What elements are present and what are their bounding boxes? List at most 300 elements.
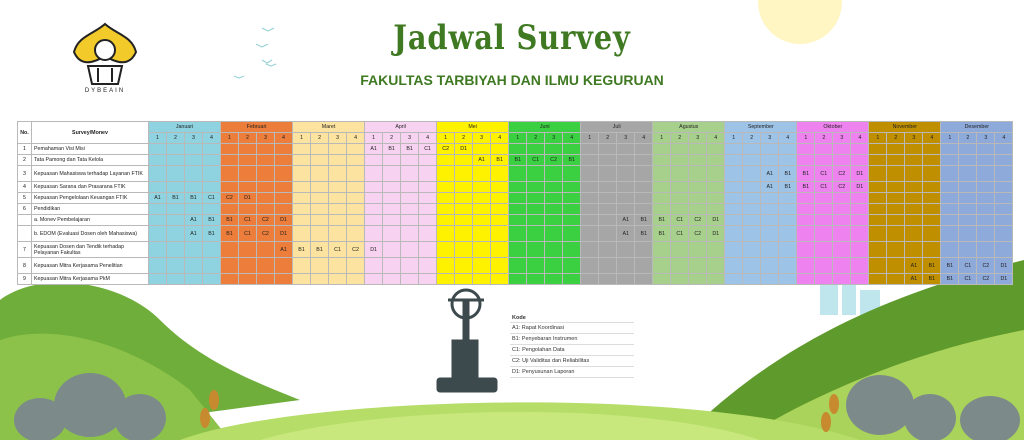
schedule-cell: [761, 215, 779, 226]
schedule-cell: C1: [329, 242, 347, 258]
schedule-cell: A1: [365, 144, 383, 155]
schedule-cell: [509, 215, 527, 226]
week-header: 2: [311, 133, 329, 144]
schedule-cell: [473, 204, 491, 215]
schedule-cell: [365, 155, 383, 166]
schedule-cell: [869, 166, 887, 182]
schedule-cell: [257, 274, 275, 285]
schedule-cell: [779, 215, 797, 226]
schedule-cell: [401, 166, 419, 182]
schedule-cell: [833, 215, 851, 226]
schedule-cell: [977, 226, 995, 242]
schedule-cell: D1: [275, 215, 293, 226]
week-header: 3: [833, 133, 851, 144]
schedule-cell: [923, 166, 941, 182]
week-header: 2: [743, 133, 761, 144]
schedule-cell: [167, 166, 185, 182]
row-label: b. EDOM (Evaluasi Dosen oleh Mahasiswa): [32, 226, 149, 242]
schedule-cell: [707, 182, 725, 193]
schedule-cell: [941, 242, 959, 258]
schedule-cell: [239, 182, 257, 193]
schedule-cell: [581, 155, 599, 166]
schedule-cell: [545, 226, 563, 242]
schedule-cell: [743, 204, 761, 215]
schedule-cell: B1: [653, 226, 671, 242]
schedule-cell: [455, 193, 473, 204]
schedule-cell: [293, 204, 311, 215]
month-header: April: [365, 122, 437, 133]
schedule-cell: [491, 144, 509, 155]
schedule-cell: [275, 193, 293, 204]
schedule-cell: [689, 193, 707, 204]
schedule-cell: [185, 204, 203, 215]
schedule-cell: [815, 226, 833, 242]
schedule-cell: [419, 242, 437, 258]
schedule-cell: [779, 274, 797, 285]
schedule-cell: [383, 258, 401, 274]
schedule-cell: [833, 274, 851, 285]
schedule-cell: [851, 215, 869, 226]
schedule-cell: [725, 242, 743, 258]
schedule-cell: [437, 274, 455, 285]
schedule-cell: [311, 226, 329, 242]
schedule-cell: [491, 226, 509, 242]
week-header: 2: [959, 133, 977, 144]
schedule-cell: [437, 215, 455, 226]
schedule-cell: [905, 182, 923, 193]
schedule-cell: [419, 155, 437, 166]
schedule-cell: B1: [941, 258, 959, 274]
schedule-cell: C2: [977, 258, 995, 274]
schedule-cell: [671, 155, 689, 166]
schedule-cell: [527, 204, 545, 215]
schedule-cell: [401, 155, 419, 166]
schedule-cell: [977, 155, 995, 166]
schedule-cell: [815, 215, 833, 226]
schedule-cell: C2: [545, 155, 563, 166]
schedule-cell: [869, 215, 887, 226]
schedule-cell: [761, 258, 779, 274]
row-label: Kepuasan Dosen dan Tendik terhadap Pelayanan Fakultas: [32, 242, 149, 258]
schedule-cell: [725, 182, 743, 193]
schedule-cell: C2: [689, 215, 707, 226]
schedule-cell: [419, 204, 437, 215]
schedule-cell: [887, 182, 905, 193]
schedule-cell: [383, 204, 401, 215]
week-header: 2: [167, 133, 185, 144]
page-title: Jadwal Survey: [393, 18, 631, 58]
schedule-cell: [743, 155, 761, 166]
schedule-cell: A1: [761, 182, 779, 193]
schedule-cell: [941, 182, 959, 193]
schedule-cell: B1: [563, 155, 581, 166]
schedule-cell: [599, 274, 617, 285]
schedule-cell: D1: [455, 144, 473, 155]
legend-item: C2: Uji Validitas dan Reliabilitas: [510, 356, 634, 367]
schedule-cell: [455, 204, 473, 215]
row-number: 7: [18, 242, 32, 258]
schedule-cell: [167, 204, 185, 215]
week-header: 3: [977, 133, 995, 144]
schedule-cell: [743, 182, 761, 193]
schedule-cell: [203, 144, 221, 155]
schedule-cell: A1: [905, 258, 923, 274]
schedule-cell: [311, 166, 329, 182]
schedule-cell: [725, 204, 743, 215]
schedule-cell: [869, 182, 887, 193]
month-header: November: [869, 122, 941, 133]
schedule-cell: [941, 166, 959, 182]
schedule-cell: [923, 226, 941, 242]
month-header: Oktober: [797, 122, 869, 133]
schedule-cell: [599, 166, 617, 182]
week-header: 4: [275, 133, 293, 144]
schedule-cell: B1: [941, 274, 959, 285]
schedule-cell: [221, 182, 239, 193]
schedule-cell: [905, 226, 923, 242]
schedule-cell: [761, 155, 779, 166]
schedule-cell: [293, 182, 311, 193]
schedule-cell: [221, 166, 239, 182]
schedule-cell: [581, 144, 599, 155]
schedule-cell: [257, 182, 275, 193]
schedule-cell: [545, 193, 563, 204]
schedule-cell: [959, 155, 977, 166]
schedule-cell: C2: [437, 144, 455, 155]
schedule-cell: [599, 226, 617, 242]
schedule-cell: [437, 166, 455, 182]
schedule-cell: [563, 204, 581, 215]
schedule-cell: [365, 204, 383, 215]
schedule-cell: B1: [203, 226, 221, 242]
row-label: Tata Pamong dan Tata Kelola: [32, 155, 149, 166]
schedule-cell: [599, 215, 617, 226]
schedule-cell: [221, 155, 239, 166]
schedule-cell: [869, 144, 887, 155]
schedule-cell: [491, 242, 509, 258]
table-row: [18, 155, 1013, 166]
schedule-cell: [383, 215, 401, 226]
schedule-cell: [797, 242, 815, 258]
schedule-cell: [401, 182, 419, 193]
monument-statue: [437, 290, 497, 392]
schedule-cell: [581, 242, 599, 258]
schedule-cell: [203, 204, 221, 215]
row-label: Kepuasan Pengelolaan Keuangan FTIK: [32, 193, 149, 204]
schedule-cell: [365, 182, 383, 193]
schedule-cell: [527, 226, 545, 242]
schedule-cell: [725, 226, 743, 242]
schedule-cell: [185, 166, 203, 182]
schedule-cell: [419, 274, 437, 285]
schedule-cell: [221, 258, 239, 274]
schedule-cell: [491, 274, 509, 285]
schedule-cell: [203, 242, 221, 258]
week-header: 4: [779, 133, 797, 144]
schedule-cell: D1: [365, 242, 383, 258]
schedule-cell: [437, 155, 455, 166]
schedule-cell: [761, 204, 779, 215]
schedule-cell: [347, 226, 365, 242]
schedule-cell: [239, 258, 257, 274]
survey-schedule-table: [17, 121, 1013, 285]
schedule-cell: [959, 226, 977, 242]
schedule-cell: [383, 242, 401, 258]
legend-item: B1: Penyebaran Instrumen: [510, 334, 634, 345]
schedule-cell: [347, 144, 365, 155]
table-row: [18, 258, 1013, 274]
schedule-cell: [329, 215, 347, 226]
schedule-cell: [581, 258, 599, 274]
schedule-cell: [869, 193, 887, 204]
schedule-cell: A1: [905, 274, 923, 285]
schedule-cell: C2: [833, 182, 851, 193]
week-header: 4: [563, 133, 581, 144]
schedule-cell: [527, 182, 545, 193]
schedule-cell: [581, 182, 599, 193]
schedule-cell: [221, 274, 239, 285]
schedule-cell: [455, 242, 473, 258]
schedule-cell: [293, 258, 311, 274]
legend-item: D1: Penyusunan Laporan: [510, 367, 634, 378]
schedule-cell: [437, 226, 455, 242]
row-label: Kepuasan Mitra Kerjasama PkM: [32, 274, 149, 285]
schedule-cell: [743, 274, 761, 285]
schedule-cell: [149, 166, 167, 182]
schedule-cell: [509, 226, 527, 242]
schedule-cell: [491, 182, 509, 193]
table-row: [18, 242, 1013, 258]
table-row: [18, 215, 1013, 226]
schedule-cell: [311, 215, 329, 226]
schedule-cell: [887, 215, 905, 226]
schedule-cell: [833, 144, 851, 155]
schedule-cell: [923, 215, 941, 226]
row-label: Kepuasan Mahasiswa terhadap Layanan FTIK: [32, 166, 149, 182]
schedule-cell: [167, 274, 185, 285]
schedule-cell: [257, 144, 275, 155]
schedule-cell: [563, 144, 581, 155]
schedule-cell: C1: [671, 226, 689, 242]
schedule-cell: [401, 215, 419, 226]
schedule-cell: [563, 226, 581, 242]
schedule-cell: [347, 155, 365, 166]
schedule-cell: [887, 242, 905, 258]
schedule-cell: [203, 166, 221, 182]
schedule-cell: [401, 226, 419, 242]
table-row: [18, 193, 1013, 204]
schedule-cell: [707, 166, 725, 182]
schedule-cell: [275, 258, 293, 274]
schedule-cell: [527, 215, 545, 226]
page-subtitle: FAKULTAS TARBIYAH DAN ILMU KEGURUAN: [360, 72, 664, 88]
schedule-cell: [833, 193, 851, 204]
schedule-cell: [599, 242, 617, 258]
month-header: Juni: [509, 122, 581, 133]
schedule-cell: B1: [797, 182, 815, 193]
schedule-cell: [779, 155, 797, 166]
schedule-cell: [905, 144, 923, 155]
month-header: Januari: [149, 122, 221, 133]
week-header: 4: [851, 133, 869, 144]
row-number: 8: [18, 258, 32, 274]
schedule-cell: [581, 215, 599, 226]
schedule-cell: [707, 193, 725, 204]
schedule-cell: [599, 155, 617, 166]
schedule-cell: [365, 226, 383, 242]
schedule-cell: D1: [851, 182, 869, 193]
schedule-cell: [401, 204, 419, 215]
schedule-cell: [383, 193, 401, 204]
schedule-cell: [797, 274, 815, 285]
schedule-cell: [995, 226, 1013, 242]
schedule-cell: [275, 155, 293, 166]
schedule-cell: [797, 215, 815, 226]
schedule-cell: [653, 204, 671, 215]
schedule-cell: [617, 274, 635, 285]
schedule-cell: [617, 166, 635, 182]
schedule-cell: C2: [257, 226, 275, 242]
month-header: Agustus: [653, 122, 725, 133]
schedule-cell: [275, 166, 293, 182]
schedule-cell: [653, 274, 671, 285]
schedule-cell: [977, 182, 995, 193]
schedule-cell: [833, 258, 851, 274]
schedule-cell: A1: [617, 215, 635, 226]
schedule-cell: [329, 155, 347, 166]
schedule-cell: B1: [779, 166, 797, 182]
schedule-cell: [545, 258, 563, 274]
schedule-cell: B1: [221, 215, 239, 226]
schedule-cell: [815, 274, 833, 285]
week-header: 1: [653, 133, 671, 144]
schedule-cell: B1: [923, 274, 941, 285]
week-header: 2: [383, 133, 401, 144]
schedule-cell: [527, 242, 545, 258]
schedule-cell: [221, 242, 239, 258]
schedule-cell: [707, 258, 725, 274]
schedule-cell: C2: [221, 193, 239, 204]
schedule-cell: [581, 204, 599, 215]
schedule-cell: A1: [185, 226, 203, 242]
schedule-cell: [419, 215, 437, 226]
week-header: 2: [455, 133, 473, 144]
schedule-cell: [203, 258, 221, 274]
schedule-cell: [167, 226, 185, 242]
schedule-cell: [599, 204, 617, 215]
schedule-cell: [995, 204, 1013, 215]
schedule-cell: [653, 193, 671, 204]
schedule-cell: [311, 155, 329, 166]
schedule-cell: B1: [185, 193, 203, 204]
schedule-cell: B1: [509, 155, 527, 166]
schedule-cell: [167, 155, 185, 166]
schedule-cell: [311, 144, 329, 155]
schedule-cell: [347, 204, 365, 215]
month-header: Februari: [221, 122, 293, 133]
row-label: a. Monev Pembelajaran: [32, 215, 149, 226]
schedule-cell: [455, 215, 473, 226]
schedule-cell: [635, 166, 653, 182]
schedule-cell: [941, 204, 959, 215]
schedule-cell: [905, 166, 923, 182]
schedule-cell: D1: [851, 166, 869, 182]
schedule-cell: [401, 242, 419, 258]
week-header: 2: [671, 133, 689, 144]
schedule-cell: [671, 258, 689, 274]
schedule-cell: [311, 204, 329, 215]
schedule-cell: [527, 144, 545, 155]
schedule-cell: [545, 242, 563, 258]
schedule-cell: [941, 155, 959, 166]
schedule-cell: [473, 215, 491, 226]
schedule-cell: [563, 242, 581, 258]
schedule-cell: [599, 182, 617, 193]
schedule-cell: C1: [959, 274, 977, 285]
schedule-cell: [797, 144, 815, 155]
schedule-cell: [851, 274, 869, 285]
schedule-cell: [725, 193, 743, 204]
schedule-cell: [743, 193, 761, 204]
week-header: 1: [797, 133, 815, 144]
schedule-cell: [779, 144, 797, 155]
schedule-cell: [185, 274, 203, 285]
schedule-cell: [851, 226, 869, 242]
schedule-cell: [725, 215, 743, 226]
schedule-cell: [689, 144, 707, 155]
schedule-cell: [671, 274, 689, 285]
schedule-cell: [869, 258, 887, 274]
schedule-cell: [779, 204, 797, 215]
schedule-cell: [257, 258, 275, 274]
schedule-cell: [473, 166, 491, 182]
schedule-cell: [689, 242, 707, 258]
schedule-cell: B1: [401, 144, 419, 155]
schedule-cell: B1: [653, 215, 671, 226]
schedule-cell: [905, 155, 923, 166]
schedule-cell: [383, 166, 401, 182]
schedule-cell: A1: [473, 155, 491, 166]
week-header: 4: [347, 133, 365, 144]
month-header: Desember: [941, 122, 1013, 133]
schedule-cell: [419, 166, 437, 182]
schedule-cell: [293, 144, 311, 155]
schedule-cell: [959, 144, 977, 155]
schedule-cell: [635, 258, 653, 274]
schedule-cell: [743, 226, 761, 242]
schedule-cell: [887, 155, 905, 166]
header-survey-monev: Survey/Monev: [32, 122, 149, 144]
schedule-cell: [689, 155, 707, 166]
schedule-cell: [617, 144, 635, 155]
week-header: 3: [689, 133, 707, 144]
schedule-cell: [977, 193, 995, 204]
row-number: 9: [18, 274, 32, 285]
schedule-cell: B1: [491, 155, 509, 166]
schedule-cell: [383, 274, 401, 285]
week-header: 4: [491, 133, 509, 144]
schedule-cell: [671, 204, 689, 215]
schedule-cell: [851, 242, 869, 258]
schedule-cell: [743, 144, 761, 155]
schedule-cell: [653, 155, 671, 166]
schedule-cell: [365, 274, 383, 285]
schedule-cell: [383, 226, 401, 242]
schedule-cell: C1: [815, 166, 833, 182]
schedule-cell: [509, 204, 527, 215]
schedule-cell: [257, 193, 275, 204]
schedule-cell: [797, 258, 815, 274]
